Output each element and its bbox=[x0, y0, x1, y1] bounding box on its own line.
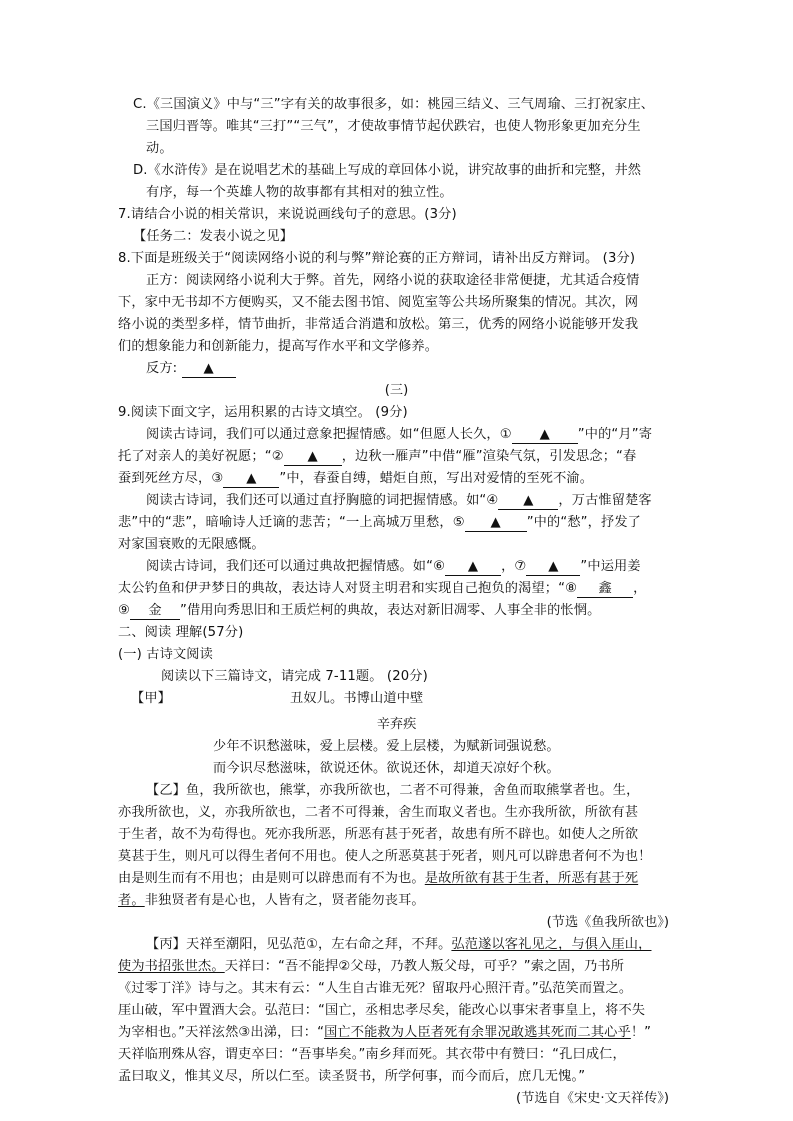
yi-line-3: 于生者，故不为苟得也。死亦我所恶，所恶有甚于死者，故患有所不辟也。如使人之所欲 bbox=[118, 827, 639, 842]
yi-line-2: 亦我所欲也，义，亦我所欲也，二者不可得兼，舍生而取义者也。生亦我所欲，所欲有甚 bbox=[118, 805, 639, 820]
fill-blank-8[interactable]: 鑫 bbox=[577, 581, 633, 598]
blank-number-3: ③ bbox=[211, 471, 224, 486]
subsection-1-heading: (一) 古诗文阅读 bbox=[118, 647, 213, 662]
yi-line-1: 【乙】鱼，我所欲也，熊掌，亦我所欲也，二者不可得兼，舍鱼而取熊掌者也。生， bbox=[146, 783, 640, 798]
option-d-line-1: D.《水浒传》是在说唱艺术的基础上写成的章回体小说，讲究故事的曲折和完整，井然 bbox=[133, 163, 642, 178]
question-7: 7.请结合小说的相关常识，来说说画线句子的意思。(3分) bbox=[118, 207, 457, 222]
fill-blank-7[interactable]: ▲ bbox=[526, 559, 580, 576]
bing-line-2: 使为书招张世杰。天祥曰：“吾不能捍②父母，乃教人叛父母，可乎？”索之固，乃书所 bbox=[118, 959, 625, 974]
fill-blank-6[interactable]: ▲ bbox=[445, 559, 501, 576]
q8-para-line-1: 正方：阅读网络小说利大于弊。首先，网络小说的获取途径非常便捷，尤其适合疫情 bbox=[146, 273, 640, 288]
yi-line-6: 者。非独贤者有是心也，人皆有之，贤者能勿丧耳。 bbox=[118, 893, 425, 908]
question-8: 8.下面是班级关于“阅读网络小说的利与弊”辩论赛的正方辩词，请补出反方辩词。 (3分) bbox=[118, 251, 636, 266]
yi-line-4: 莫甚于生，则凡可以得生者何不用也。使人之所恶莫甚于死者，则凡可以辟患者何不为也！ bbox=[118, 849, 652, 864]
option-c-line-1: C.《三国演义》中与“三”字有关的故事很多，如：桃园三结义、三气周瑜、三打祝家庄、 bbox=[133, 97, 655, 112]
option-c-line-3: 动。 bbox=[146, 141, 173, 156]
reading-intro: 阅读以下三篇诗文，请完成 7-11题。 (20分) bbox=[161, 669, 428, 684]
section-3-heading: (三) bbox=[384, 383, 409, 398]
fanfang-label: 反方: bbox=[146, 361, 178, 376]
note-number-3: ③ bbox=[238, 1025, 251, 1040]
jia-poem-line-2: 而今识尽愁滋味，欲说还休。欲说还休，却道天凉好个秋。 bbox=[213, 761, 560, 776]
bing-line-3: 《过零丁洋》诗与之。其末有云：“人生自古谁无死？留取丹心照汗青。”弘范笑而置之。 bbox=[118, 981, 633, 996]
fill-blank-9[interactable]: 金 bbox=[130, 603, 180, 620]
yi-underlined-sentence-end: 者。 bbox=[118, 893, 145, 908]
blank-number-9: ⑨ bbox=[118, 603, 130, 618]
jia-poem-author: 辛弃疾 bbox=[376, 717, 417, 732]
fill-blank-1[interactable]: ▲ bbox=[512, 427, 578, 444]
fanfang-line bbox=[146, 359, 236, 379]
task-2-heading: 【任务二：发表小说之见】 bbox=[133, 229, 294, 244]
question-9: 9.阅读下面文字，运用积累的古诗文填空。 (9分) bbox=[118, 405, 408, 420]
blank-number-6: ⑥ bbox=[433, 559, 446, 574]
fanfang-answer-blank[interactable]: ▲ bbox=[182, 361, 236, 378]
q8-para-line-4: 们的想象能力和创新能力，提高写作水平和文学修养。 bbox=[118, 339, 439, 354]
bing-underlined-sentence-end: 使为书招张世杰。 bbox=[118, 959, 225, 974]
q9-p2-line-1: 阅读古诗词，我们还可以通过直抒胸臆的词把握情感。如“④ ▲ ，万古惟留楚客 bbox=[146, 493, 652, 508]
q8-para-line-3: 络小说的类型多样，情节曲折，非常适合消遣和放松。第三，优秀的网络小说能够开发我 bbox=[118, 317, 639, 332]
q9-p2-line-2: 悲”中的“悲”，暗喻诗人迁谪的悲苦；“一上高城万里愁，⑤ ▲ ”中的“愁”，抒发了 bbox=[118, 515, 641, 530]
note-number-2: ② bbox=[338, 959, 351, 974]
bing-line-7: 孟曰取义，惟其义尽，所以仁至。读圣贤书，所学何事，而今而后，庶几无愧。” bbox=[118, 1069, 586, 1084]
bing-line-6: 天祥临刑殊从容，谓吏卒曰：“吾事毕矣。”南乡拜而死。其衣带中有赞曰：“孔曰成仁， bbox=[118, 1047, 626, 1062]
option-c-line-2: 三国归晋等。唯其“三打”“三气”，才使故事情节起伏跌宕，也使人物形象更加充分生 bbox=[146, 119, 641, 134]
bing-line-1: 【丙】天祥至潮阳，见弘范①，左右命之拜，不拜。弘范遂以客礼见之，与俱入厓山， bbox=[146, 937, 652, 952]
blank-number-5: ⑤ bbox=[452, 515, 465, 530]
blank-number-4: ④ bbox=[486, 493, 499, 508]
bing-line-5: 为宰相也。”天祥泫然③出涕，曰：“国亡不能救为人臣者死有余罪况敢逃其死而二其心乎！” bbox=[118, 1025, 652, 1040]
q9-p2-line-3: 对家国衰败的无限感慨。 bbox=[118, 537, 265, 552]
q8-para-line-2: 下，家中无书却不方便购买，又不能去图书馆、阅览室等公共场所聚集的情况。其次，网 bbox=[118, 295, 639, 310]
jia-poem-line-1: 少年不识愁滋味，爱上层楼。爱上层楼，为赋新词强说愁。 bbox=[213, 739, 560, 754]
q9-p1-line-2: 托了对亲人的美好祝愿；“② ▲ ，边秋一雁声”中借“雁”渲染气氛，引发思念；“春 bbox=[118, 449, 637, 464]
bing-source: (节选自《宋史·文天祥传》) bbox=[516, 1091, 669, 1106]
option-d-line-2: 有序，每一个英雄人物的故事都有其相对的独立性。 bbox=[146, 185, 453, 200]
yi-underlined-sentence: 是故所欲有甚于生者，所恶有甚于死 bbox=[424, 871, 639, 886]
blank-number-8: ⑧ bbox=[565, 581, 578, 596]
yi-source: (节选《鱼我所欲也》) bbox=[546, 915, 669, 930]
note-number-1: ① bbox=[306, 937, 319, 952]
q9-p3-line-3: ⑨ 金 ”借用向秀思旧和王质烂柯的典故，表达对新旧凋零、人事全非的怅惘。 bbox=[118, 603, 601, 618]
part-2-heading: 二、阅读 理解(57分) bbox=[118, 625, 244, 640]
jia-poem-title: 丑奴儿。书博山道中壁 bbox=[290, 691, 424, 706]
yi-line-5: 由是则生而有不用也；由是则可以辟患而有不为也。是故所欲有甚于生者，所恶有甚于死 bbox=[118, 871, 639, 886]
blank-number-2: ② bbox=[271, 449, 284, 464]
blank-number-7: ⑦ bbox=[514, 559, 527, 574]
q9-p1-line-1: 阅读古诗词，我们可以通过意象把握情感。如“但愿人长久，① ▲ ”中的“月”寄 bbox=[146, 427, 653, 442]
fill-blank-2[interactable]: ▲ bbox=[284, 449, 342, 466]
q9-p3-line-2: 太公钓鱼和伊尹梦日的典故，表达诗人对贤主明君和实现自己抱负的渴望；“⑧ 鑫 ， bbox=[118, 581, 647, 596]
jia-label: 【甲】 bbox=[131, 691, 172, 706]
fill-blank-5[interactable]: ▲ bbox=[465, 515, 527, 532]
fill-blank-3[interactable]: ▲ bbox=[223, 471, 279, 488]
bing-underlined-unpunctuated: 国亡不能救为人臣者死有余罪况敢逃其死而二其心乎 bbox=[324, 1025, 631, 1040]
bing-line-4: 厓山破，军中置酒大会。弘范曰：“国亡，丞相忠孝尽矣，能改心以事宋者事皇上，将不失 bbox=[118, 1003, 646, 1018]
fill-blank-4[interactable]: ▲ bbox=[498, 493, 558, 510]
blank-number-1: ① bbox=[499, 427, 512, 442]
q9-p3-line-1: 阅读古诗词，我们还可以通过典故把握情感。如“⑥ ▲ ，⑦ ▲ ”中运用姜 bbox=[146, 559, 641, 574]
q9-p1-line-3: 蚕到死丝方尽，③ ▲ ”中，春蚕自缚，蜡炬自煎，写出对爱情的至死不渝。 bbox=[118, 471, 594, 486]
bing-underlined-sentence: 弘范遂以客礼见之，与俱入厓山， bbox=[451, 937, 652, 952]
